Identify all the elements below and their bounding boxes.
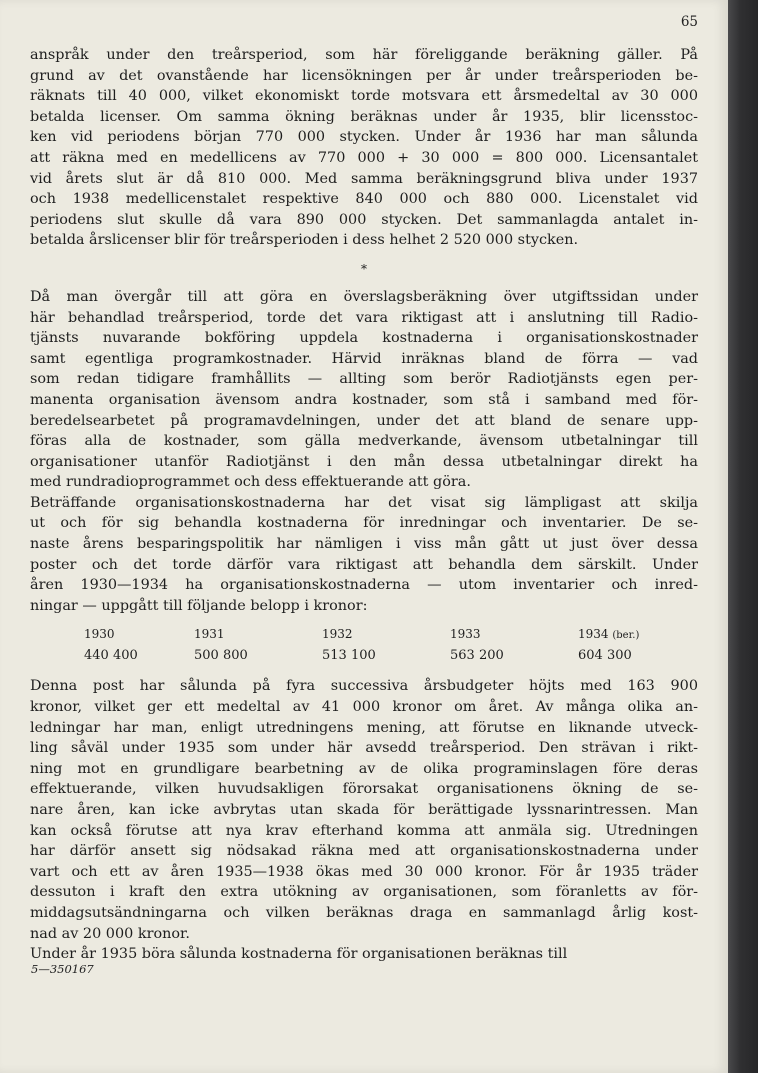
- table-header-note: (ber.): [612, 630, 640, 642]
- text-line: Beträffande organisationskostnaderna har det visat sig lämpligast att skilja: [30, 494, 698, 511]
- text-line: vid årets slut är då 810 000. Med samma beräkningsgrund bliva under 1937: [30, 170, 698, 187]
- table-header: 1933: [450, 627, 481, 642]
- text-line: organisationer utanför Radiotjänst i den mån dessa utbetalningar direkt ha: [30, 453, 698, 470]
- text-line: här behandlad treårsperiod, torde det vara riktigast att i anslutning till Radio-: [30, 309, 698, 326]
- text-line: anspråk under den treårsperiod, som här föreliggande beräkning gäller. På: [30, 47, 698, 63]
- cost-table: [84, 624, 698, 666]
- text-line: grund av det ovanstående har licensökningen per år under treårsperioden be-: [30, 67, 698, 84]
- text-line: har därför ansett sig nödsakad räkna med att organisationskostnaderna under: [30, 843, 698, 860]
- table-header: 1931: [194, 627, 225, 642]
- text-line: ling såväl under 1935 som under här avsedd treårsperiod. Den strävan i rikt-: [30, 740, 698, 757]
- section-separator: *: [361, 261, 367, 276]
- text-line: med rundradioprogrammet och dess effektuerande att göra.: [30, 474, 471, 491]
- text-line: ning mot en grundligare bearbetning av de olika programinslagen före deras: [30, 760, 698, 777]
- text-line: föras alla de kostnader, som gälla medverkande, ävensom utbetalningar till: [30, 433, 698, 450]
- text-line: effektuerande, vilken huvudsakligen förorsakat organisationens ökning de se-: [30, 781, 698, 798]
- text-line: ledningar har man, enligt utredningens mening, att förutse en liknande utveck-: [30, 719, 698, 736]
- text-line: poster och det torde därför vara riktigast att behandla dem särskilt. Under: [30, 556, 698, 573]
- text-line: betalda årslicenser blir för treårsperioden i dess helhet 2 520 000 stycken.: [30, 232, 579, 249]
- table-cell: 563 200: [450, 648, 504, 664]
- text-line: Under år 1935 böra sålunda kostnaderna för organisationen beräknas till: [30, 946, 568, 963]
- table-header-last: [578, 624, 698, 646]
- text-line: ut och för sig behandla kostnaderna för inredningar och inventarier. De se-: [30, 515, 698, 532]
- text-line: som redan tidigare framhållits — allting som berör Radiotjänsts egen per-: [30, 371, 698, 388]
- text-line: åren 1930—1934 ha organisationskostnaderna — utom inventarier och inred-: [30, 577, 698, 594]
- text-line: dessuton i kraft den extra utökning av organisationen, som föranletts av för-: [30, 884, 698, 901]
- text-line: kan också förutse att nya krav efterhand komma att anmäla sig. Utredningen: [30, 822, 698, 839]
- table-cell: 604 300: [578, 648, 632, 664]
- text-line: att räkna med en medellicens av 770 000 + 30 000 = 800 000. Licensantalet: [30, 149, 698, 166]
- text-line: räknats till 40 000, vilket ekonomiskt torde motsvara ett årsmedeltal av 30 000: [30, 88, 698, 105]
- text-line: betalda licenser. Om samma ökning beräknas under år 1935, blir licensstoc-: [30, 108, 698, 125]
- text-line: nare åren, kan icke avbrytas utan skada för berättigade lyssnarintressen. Man: [30, 802, 698, 818]
- table-cell: 513 100: [322, 648, 376, 664]
- table-cell: 500 800: [194, 648, 248, 664]
- text-line: Denna post har sålunda på fyra successiva årsbudgeter höjts med 163 900: [30, 678, 698, 695]
- text-line: kronor, vilket ger ett medeltal av 41 000 kronor om året. Av många olika an-: [30, 699, 698, 716]
- text-line: beredelsearbetet på programavdelningen, under det att bland de senare upp-: [30, 412, 698, 429]
- text-line: manenta organisation ävensom andra kostnader, som stå i samband med för-: [30, 391, 698, 408]
- text-line: naste årens besparingspolitik har nämligen i viss mån gått ut just över dessa: [30, 536, 698, 553]
- text-line: nad av 20 000 kronor.: [30, 925, 190, 942]
- paragraph-expenditure-overview: [30, 287, 698, 493]
- paragraph-license-calculation: [30, 45, 698, 251]
- paragraph-cost-increase: [30, 676, 698, 944]
- table-header: 1934: [578, 627, 609, 642]
- text-line: ken vid periodens början 770 000 stycken. Under år 1936 har man sålunda: [30, 129, 698, 146]
- text-line: ningar — uppgått till följande belopp i kronor:: [30, 597, 368, 614]
- print-code: 5—350167: [31, 962, 94, 976]
- paragraph-1935-costs: [30, 944, 698, 965]
- body-text: [30, 45, 698, 965]
- text-line: middagsutsändningarna och vilken beräknas draga en sammanlagd årlig kost-: [30, 904, 698, 921]
- page-number: 65: [680, 14, 698, 30]
- table-cell: 440 400: [84, 648, 138, 664]
- text-line: samt egentliga programkostnader. Härvid inräknas bland de förra — vad: [30, 350, 698, 367]
- table-header: 1930: [84, 627, 115, 642]
- binding-edge: [728, 0, 758, 1073]
- text-line: vart och ett av åren 1935—1938 ökas med 30 000 kronor. För år 1935 träder: [30, 863, 698, 880]
- table-header: 1932: [322, 627, 353, 642]
- text-line: Då man övergår till att göra en överslagsberäkning över utgiftssidan under: [30, 288, 698, 305]
- text-line: periodens slut skulle då vara 890 000 stycken. Det sammanlagda antalet in-: [30, 211, 698, 228]
- text-line: och 1938 medellicenstalet respektive 840 000 och 880 000. Licenstalet vid: [30, 191, 698, 208]
- text-line: tjänsts nuvarande bokföring uppdela kostnaderna i organisationskostnader: [30, 330, 698, 347]
- paragraph-organisation-costs: [30, 493, 698, 617]
